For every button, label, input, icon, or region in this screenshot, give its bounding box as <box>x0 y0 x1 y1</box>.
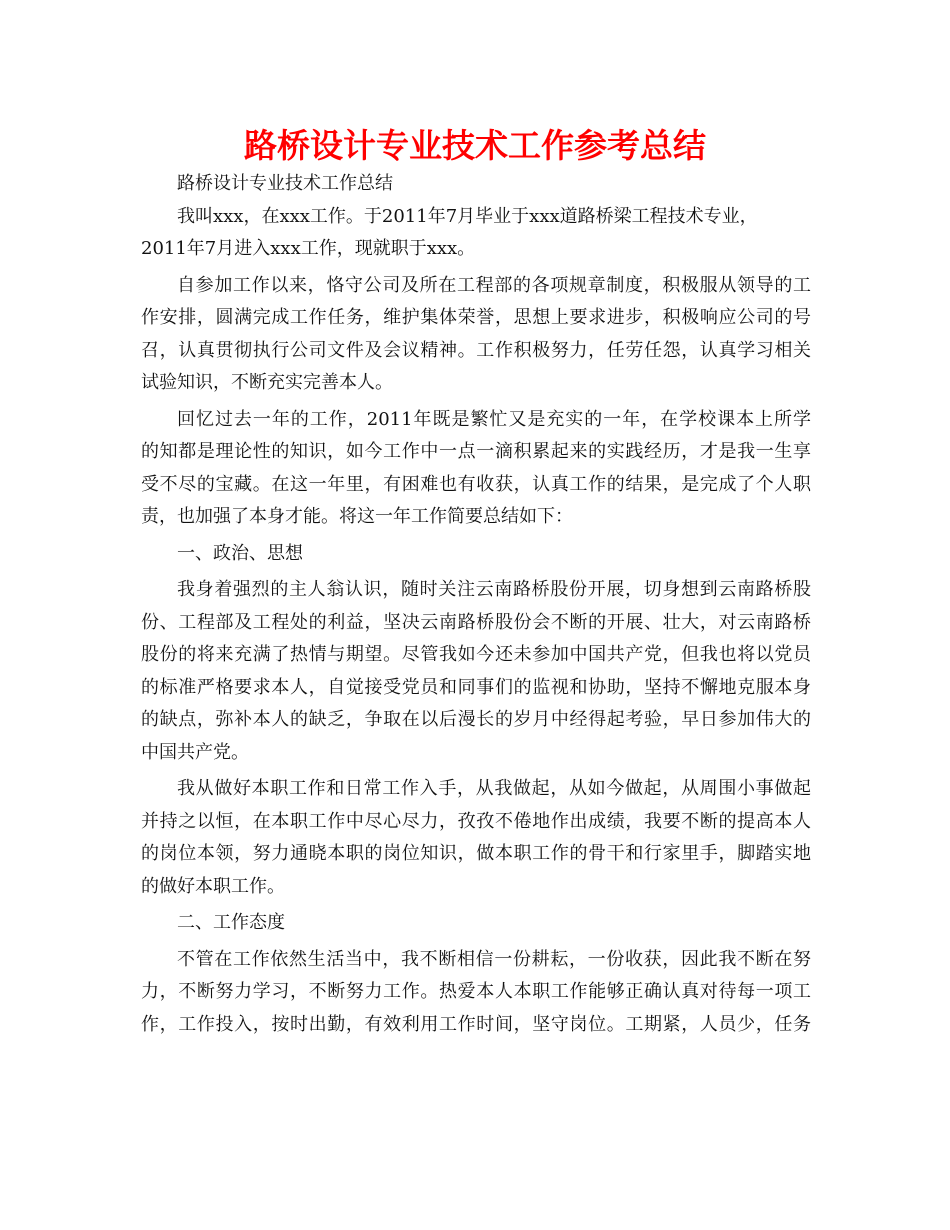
text-line: 份、工程部及工程处的利益，坚决云南路桥股份会不断的开展、壮大，对云南路桥 <box>141 611 811 633</box>
text-line: 召，认真贯彻执行公司文件及会议精神。工作积极努力，任劳任怨，认真学习相关 <box>141 339 811 361</box>
document-title: 路桥设计专业技术工作参考总结 <box>244 126 706 165</box>
text-line: 责，也加强了本身才能。将这一年工作简要总结如下： <box>141 506 573 527</box>
text-line: 受不尽的宝藏。在这一年里，有困难也有收获，认真工作的结果，是完成了个人职 <box>141 473 811 495</box>
text-line: 的标准严格要求本人，自觉接受党员和同事们的监视和协助，坚持不懈地克服本身 <box>141 676 811 698</box>
text-line: 回忆过去一年的工作，2011年既是繁忙又是充实的一年，在学校课本上所学 <box>177 408 811 430</box>
text-line: 中国共产党。 <box>141 741 249 763</box>
text-line: 我身着强烈的主人翁认识，随时关注云南路桥股份开展，切身想到云南路桥股 <box>177 579 811 600</box>
text-line: 并持之以恒，在本职工作中尽心尽力，孜孜不倦地作出成绩，我要不断的提高本人 <box>141 810 811 832</box>
text-line: 作，工作投入，按时出勤，有效利用工作时间，坚守岗位。工期紧，人员少，任务 <box>141 1013 811 1035</box>
text-line: 的岗位本领，努力通晓本职的岗位知识，做本职工作的骨干和行家里手，脚踏实地 <box>141 843 811 864</box>
text-line: 的做好本职工作。 <box>141 875 285 897</box>
document-body <box>141 168 811 1041</box>
text-line: 不管在工作依然生活当中，我不断相信一份耕耘，一份收获，因此我不断在努 <box>177 948 811 970</box>
text-line: 的知都是理论性的知识，如今工作中一点一滴积累起来的实践经历，才是我一生享 <box>141 441 811 462</box>
text-line: 作安排，圆满完成工作任务，维护集体荣誉，思想上要求进步，积极响应公司的号 <box>141 307 811 328</box>
text-line: 试验知识，不断充实完善本人。 <box>141 372 393 393</box>
text-line: 一、政治、思想 <box>177 542 303 564</box>
text-line: 的缺点，弥补本人的缺乏，争取在以后漫长的岁月中经得起考验，早日参加伟大的 <box>141 709 811 730</box>
text-line: 2011年7月进入xxx工作，现就职于xxx。 <box>141 238 476 259</box>
text-line: 我叫xxx，在xxx工作。于2011年7月毕业于xxx道路桥梁工程技术专业， <box>177 205 758 227</box>
text-line: 力，不断努力学习，不断努力工作。热爱本人本职工作能够正确认真对待每一项工 <box>141 981 811 1002</box>
text-line: 自参加工作以来，恪守公司及所在工程部的各项规章制度，积极服从领导的工 <box>177 274 811 296</box>
text-line: 二、工作态度 <box>177 912 285 933</box>
text-line: 股份的将来充满了热情与期望。尽管我如今还未参加中国共产党，但我也将以党员 <box>141 644 811 665</box>
text-line: 路桥设计专业技术工作总结 <box>177 173 393 194</box>
text-line: 我从做好本职工作和日常工作入手，从我做起，从如今做起，从周围小事做起 <box>177 778 811 799</box>
